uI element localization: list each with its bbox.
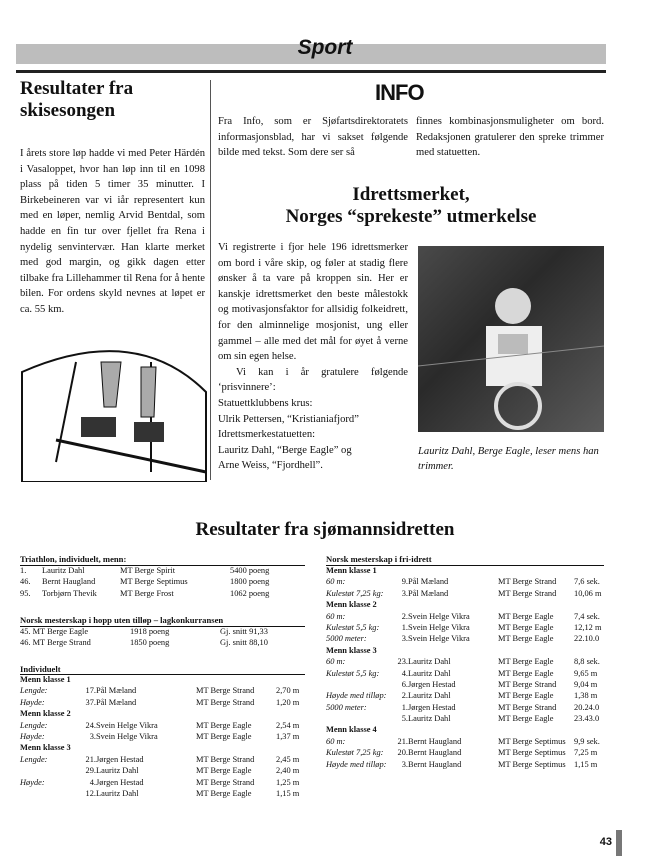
idrett-title: [218, 184, 604, 228]
table-row: [20, 566, 305, 577]
page-number: 43: [599, 836, 612, 848]
table-cell: 1800 poeng: [230, 577, 270, 587]
table-cell: MT Berge Eagle: [498, 691, 554, 701]
table-cell: Torbjørn Thevik: [42, 588, 97, 598]
table-row: [326, 600, 604, 611]
table-cell: Høyde med tilløp:: [326, 691, 387, 701]
table-cell: Pål Mæland: [408, 588, 449, 598]
table-row: [326, 691, 604, 702]
table-cell: Bernt Haugland: [408, 736, 462, 746]
table-cell: 3.: [89, 731, 96, 741]
table-cell: 20.24.0: [574, 702, 600, 712]
table-row: [20, 766, 305, 777]
table-cell: 3.: [401, 759, 408, 769]
table-row: [326, 725, 604, 736]
table-cell: [326, 680, 388, 691]
table-cell: 1062 poeng: [230, 588, 270, 598]
idrett-winner-line: Ulrik Pettersen, “Kristianiafjord”: [218, 413, 359, 425]
table-cell: MT Berge Eagle: [498, 611, 554, 621]
table-cell: Svein Helge Vikra: [96, 731, 158, 741]
table-cell: 1,37 m: [276, 731, 300, 741]
table-cell: MT Berge Eagle: [498, 668, 554, 678]
table-cell: 23.43.0: [574, 714, 600, 724]
table-row: [20, 709, 305, 720]
table-cell: MT Berge Strand: [498, 588, 557, 598]
table-cell: MT Berge Septimus: [498, 748, 566, 758]
triathlon-table: [20, 554, 305, 600]
ski-article-title: [20, 78, 205, 122]
table-cell: 2,40 m: [276, 766, 300, 776]
table-row: [326, 657, 604, 668]
idrett-congrats: Vi kan i år gratulere følgende ‘prisvinnere’:: [218, 366, 408, 394]
table-cell: 4.: [401, 668, 408, 678]
table-cell: Lauritz Dahl: [408, 714, 451, 724]
idrett-body: [218, 240, 408, 474]
table-cell: MT Berge Eagle: [498, 714, 554, 724]
photo-caption: Lauritz Dahl, Berge Eagle, leser mens han trimmer.: [418, 446, 599, 472]
table-cell: 10,06 m: [574, 588, 602, 598]
table-cell: 1.: [401, 622, 408, 632]
table-cell: 2,70 m: [276, 686, 300, 696]
idrett-winner-line: Arne Weiss, “Fjordhell”.: [218, 460, 323, 472]
table-cell: MT Berge Eagle: [196, 788, 252, 798]
intro-col1: Fra Info, som er Sjøfartsdirektoratets informasjonsblad, har vi sakset følgende bilde med tekst. Som dere ser så: [218, 116, 408, 159]
class-heading: Menn klasse 1: [20, 675, 71, 684]
idrett-winner-line: Idrettsmerkestatuetten:: [218, 429, 316, 441]
table-cell: Bernt Haugland: [408, 759, 462, 769]
table-cell: Jørgen Hestad: [408, 679, 456, 689]
table-cell: 24.: [85, 720, 96, 730]
table-cell: 1850 poeng: [130, 638, 170, 648]
table-cell: Lauritz Dahl: [408, 691, 451, 701]
table-cell: 3.: [401, 634, 408, 644]
table-cell: MT Berge Eagle: [498, 634, 554, 644]
table-cell: 1,25 m: [276, 777, 300, 787]
table-cell: Svein Helge Vikra: [408, 611, 470, 621]
table-cell: MT Berge Strand: [498, 577, 557, 587]
table-cell: Lauritz Dahl: [408, 668, 451, 678]
info-logo: INFO: [375, 80, 424, 105]
table-row: [20, 589, 305, 600]
table-row: [20, 638, 305, 649]
table-cell: 29.: [85, 766, 96, 776]
table-cell: MT Berge Strand: [196, 697, 255, 707]
table-cell: Lauritz Dahl: [96, 766, 139, 776]
ski-article-body: I årets store løp hadde vi med Peter Härdén i Vasaloppet, hvor han løp inn til en 1098 plass på tiden 5 timer 35 minutter. I Birkebeineren var vi iår representert kun med en løper, nemlig Arvid Bentdal, som hadde en fin tur over fjellet fra Rena i nydelig senvintervær. Han klarte merket med god margin, og gikk dagen etter tilbake fra Lillehammer til Rena for å hente bilen. For ordens skyld nevnes at løpet er ca. 55 km.: [20, 148, 205, 315]
table-cell: 1,15 m: [276, 788, 300, 798]
idrett-title-line1: Idrettsmerket,: [352, 184, 470, 205]
table-cell: Pål Mæland: [408, 577, 449, 587]
table-cell: Kulestøt 7,25 kg:: [326, 588, 384, 598]
table-row: [20, 686, 305, 697]
table-cell: 3.: [401, 588, 408, 598]
ski-title-line1: Resultater fra: [20, 78, 134, 99]
table-row: [326, 577, 604, 588]
table-cell: MT Berge Septimus: [498, 736, 566, 746]
table-row: [326, 748, 604, 759]
table-cell: MT Berge Strand: [498, 702, 557, 712]
individuelt-title: Individuelt: [20, 664, 305, 675]
table-cell: 22.10.0: [574, 634, 600, 644]
table-cell: Kulestøt 7,25 kg:: [326, 748, 384, 758]
table-cell: 1918 poeng: [130, 627, 170, 636]
individuelt-table: [20, 664, 305, 800]
table-cell: 60 m:: [326, 657, 346, 667]
table-cell: 9,9 sek.: [574, 736, 600, 746]
table-cell: MT Berge Eagle: [196, 731, 252, 741]
table-cell: 95.: [20, 588, 31, 598]
table-row: [326, 589, 604, 600]
table-row: [20, 698, 305, 709]
table-cell: MT Berge Eagle: [196, 720, 252, 730]
class-heading: Menn klasse 1: [326, 566, 377, 575]
table-cell: 1.: [401, 702, 408, 712]
table-row: [326, 737, 604, 748]
header-rule: [16, 70, 606, 73]
table-cell: MT Berge Strand: [196, 754, 255, 764]
table-row: [20, 789, 305, 800]
table-cell: MT Berge Eagle: [196, 766, 252, 776]
hopp-table: [20, 615, 305, 650]
table-cell: 46.: [20, 577, 31, 587]
class-heading: Menn klasse 2: [326, 600, 377, 610]
table-cell: MT Berge Eagle: [498, 657, 554, 667]
table-cell: [20, 789, 72, 800]
table-cell: Pål Mæland: [96, 686, 137, 696]
table-cell: Høyde:: [20, 731, 45, 741]
table-cell: Lengde:: [20, 754, 48, 764]
table-row: [326, 623, 604, 634]
table-cell: MT Berge Strand: [196, 686, 255, 696]
table-cell: Pål Mæland: [96, 697, 137, 707]
table-row: [326, 646, 604, 657]
class-heading: Menn klasse 3: [326, 645, 377, 655]
idrett-title-line2: Norges “sprekeste” utmerkelse: [285, 206, 537, 227]
table-cell: MT Berge Spirit: [120, 566, 176, 575]
table-cell: 1.: [20, 566, 27, 575]
table-row: [326, 714, 604, 725]
table-cell: Svein Helge Vikra: [408, 634, 470, 644]
skier-illustration: [16, 332, 212, 482]
table-cell: Lauritz Dahl: [96, 788, 139, 798]
table-cell: Lengde:: [20, 686, 48, 696]
table-cell: 23.: [397, 657, 408, 667]
table-cell: 5000 meter:: [326, 702, 367, 712]
table-row: [326, 634, 604, 645]
table-cell: Jørgen Hestad: [408, 702, 456, 712]
triathlon-title: Triathlon, individuelt, menn:: [20, 554, 305, 566]
table-cell: 9,04 m: [574, 679, 598, 689]
table-cell: 5400 poeng: [230, 566, 270, 575]
table-cell: Svein Helge Vikra: [96, 720, 158, 730]
table-cell: 20.: [397, 748, 408, 758]
table-row: [326, 669, 604, 680]
table-cell: MT Berge Eagle: [498, 622, 554, 632]
table-row: [326, 612, 604, 623]
table-cell: [326, 714, 388, 725]
intro-col2: finnes kombinasjonsmuligheter om bord. Redaksjonen gratulerer den spreke trimmer med statuetten.: [416, 116, 604, 159]
table-cell: Høyde med tilløp:: [326, 759, 387, 769]
table-cell: 45. MT Berge Eagle: [20, 627, 89, 636]
table-cell: 9,65 m: [574, 668, 598, 678]
table-cell: Bernt Haugland: [408, 748, 462, 758]
table-cell: Kulestøt 5,5 kg:: [326, 622, 380, 632]
table-cell: [20, 766, 72, 777]
results-title: Resultater fra sjømannsidretten: [195, 519, 455, 540]
table-row: [20, 627, 305, 638]
column-divider: [210, 80, 211, 480]
table-cell: 12.: [85, 788, 96, 798]
table-cell: 21.: [85, 754, 96, 764]
table-cell: Gj. snitt 88,10: [220, 638, 268, 648]
table-cell: 2,45 m: [276, 754, 300, 764]
table-row: [326, 566, 604, 577]
table-row: [20, 732, 305, 743]
class-heading: Menn klasse 4: [326, 725, 377, 735]
table-cell: Lauritz Dahl: [42, 566, 85, 575]
table-cell: 60 m:: [326, 611, 346, 621]
table-cell: Jørgen Hestad: [96, 777, 144, 787]
table-cell: 6.: [401, 679, 408, 689]
table-cell: MT Berge Septimus: [498, 759, 566, 769]
page-marker: [616, 830, 622, 856]
table-cell: MT Berge Frost: [120, 588, 174, 598]
idrett-winner-line: Lauritz Dahl, “Berge Eagle” og: [218, 444, 352, 456]
table-cell: 2,54 m: [276, 720, 300, 730]
table-cell: Bernt Haugland: [42, 577, 96, 587]
table-cell: 2.: [401, 691, 408, 701]
table-row: [20, 743, 305, 754]
table-cell: MT Berge Septimus: [120, 577, 188, 587]
trimmer-photo: [418, 246, 604, 432]
table-cell: 7,4 sek.: [574, 611, 600, 621]
class-heading: Menn klasse 2: [20, 709, 71, 719]
table-cell: Gj. snitt 91,33: [220, 627, 268, 636]
table-row: [20, 721, 305, 732]
table-cell: Jørgen Hestad: [96, 754, 144, 764]
idrett-body-text: Vi registrerte i fjor hele 196 idrettsmerker om bord i våre skip, og føler at stadig flere ønsker å ta vare på kroppen sin. Her er kanskje idrettsmerket den beste målestokk og motivasjonsfaktor for allsidig folkeidrett, for den alminnelige mosjonist, ung eller gammel – alle med det mål for øyet å verne om sin egen helse.: [218, 242, 408, 363]
table-cell: 1,38 m: [574, 691, 598, 701]
table-cell: MT Berge Strand: [196, 777, 255, 787]
table-cell: Lengde:: [20, 720, 48, 730]
table-cell: 37.: [85, 697, 96, 707]
class-heading: Menn klasse 3: [20, 743, 71, 753]
table-cell: 7,25 m: [574, 748, 598, 758]
table-cell: 60 m:: [326, 577, 346, 587]
table-cell: MT Berge Strand: [498, 679, 557, 689]
table-row: [20, 675, 305, 686]
table-row: [20, 755, 305, 766]
table-cell: 5000 meter:: [326, 634, 367, 644]
table-cell: 1,20 m: [276, 697, 300, 707]
table-cell: Høyde:: [20, 777, 45, 787]
table-cell: 12,12 m: [574, 622, 602, 632]
table-row: [20, 778, 305, 789]
table-cell: 7,6 sek.: [574, 577, 600, 587]
table-cell: Lauritz Dahl: [408, 657, 451, 667]
table-row: [326, 680, 604, 691]
table-cell: 9.: [401, 577, 408, 587]
table-cell: 1,15 m: [574, 759, 598, 769]
friidrett-table: [326, 554, 604, 771]
table-cell: 60 m:: [326, 736, 346, 746]
table-cell: Høyde:: [20, 697, 45, 707]
table-row: [20, 577, 305, 588]
table-cell: 8,8 sek.: [574, 657, 600, 667]
section-title: Sport: [297, 36, 353, 59]
table-cell: 5.: [401, 714, 408, 724]
table-row: [326, 760, 604, 771]
friidrett-title: Norsk mesterskap i fri-idrett: [326, 554, 604, 566]
table-cell: 21.: [397, 736, 408, 746]
table-row: [326, 703, 604, 714]
ski-title-line2: skisesongen: [20, 100, 116, 121]
table-cell: Svein Helge Vikra: [408, 622, 470, 632]
table-cell: 2.: [401, 611, 408, 621]
table-cell: 4.: [89, 777, 96, 787]
hopp-title: Norsk mesterskap i hopp uten tilløp – lagkonkurransen: [20, 615, 305, 627]
table-cell: 46. MT Berge Strand: [20, 638, 91, 648]
table-cell: 17.: [85, 686, 96, 696]
idrett-winner-line: Statuettklubbens krus:: [218, 397, 313, 409]
table-cell: Kulestøt 5,5 kg:: [326, 668, 380, 678]
